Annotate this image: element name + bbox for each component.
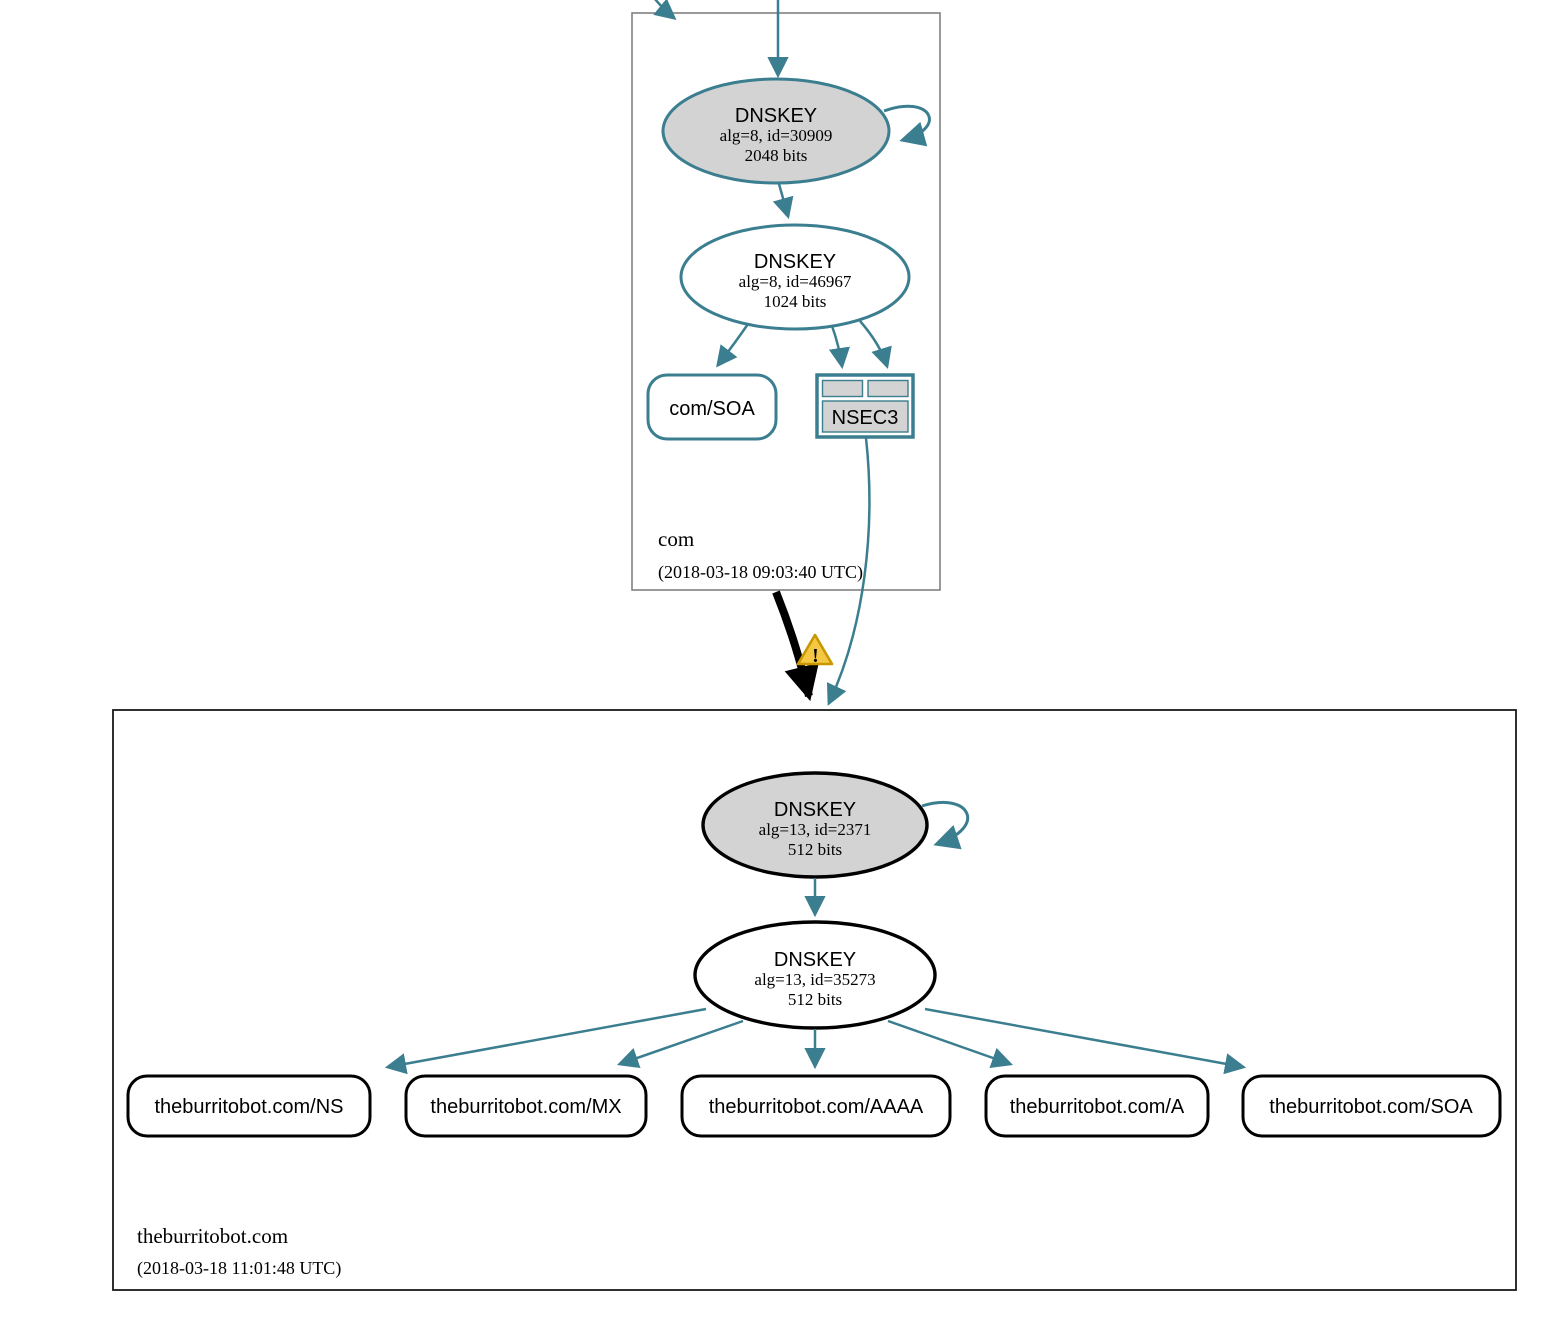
zone-label-com: com	[658, 527, 695, 551]
node-com-dnskey-30909[interactable]	[663, 79, 889, 183]
node-burrito-aaaa-label: theburritobot.com/AAAA	[708, 1096, 924, 1118]
node-burrito-soa[interactable]	[1243, 1076, 1500, 1136]
node-burrito-dnskey-35273[interactable]	[695, 922, 935, 1028]
node-burrito-dnskey-2371[interactable]	[703, 773, 927, 877]
node-burrito-a-label: theburritobot.com/A	[1009, 1096, 1185, 1118]
node-burrito-ksk-bits: 512 bits	[787, 840, 843, 859]
node-burrito-ksk-detail: alg=13, id=2371	[758, 820, 872, 839]
node-com-ksk-detail: alg=8, id=30909	[719, 126, 833, 145]
node-burrito-a[interactable]	[986, 1076, 1208, 1136]
node-burrito-mx[interactable]	[406, 1076, 646, 1136]
node-com-zsk-title: DNSKEY	[753, 251, 837, 273]
node-nsec3-label: NSEC3	[831, 407, 899, 429]
zone-timestamp-theburritobot: (2018-03-18 11:01:48 UTC)	[137, 1258, 342, 1278]
edge-com-zsk-to-soa	[718, 324, 748, 365]
node-burrito-ns-label: theburritobot.com/NS	[154, 1096, 344, 1118]
edge-com-ksk-selfsign	[884, 106, 929, 140]
node-com-soa[interactable]	[648, 375, 776, 439]
edge-burrito-zsk-to-soa	[925, 1009, 1243, 1067]
edge-parent-into-com-box	[642, 0, 674, 18]
zone-label-theburritobot: theburritobot.com	[137, 1224, 289, 1248]
node-burrito-zsk-title: DNSKEY	[773, 949, 857, 971]
edge-burrito-ksk-selfsign	[922, 802, 968, 844]
node-com-ksk-bits: 2048 bits	[744, 146, 808, 165]
node-burrito-soa-label: theburritobot.com/SOA	[1269, 1096, 1473, 1118]
node-burrito-zsk-detail: alg=13, id=35273	[754, 970, 876, 989]
edge-com-zsk-to-nsec3-a	[832, 326, 842, 366]
node-com-dnskey-46967[interactable]	[681, 225, 909, 329]
node-com-nsec3[interactable]	[817, 375, 913, 437]
nsec3-header-cell-left	[823, 381, 863, 397]
edge-burrito-zsk-to-ns	[388, 1009, 706, 1067]
node-com-zsk-detail: alg=8, id=46967	[738, 272, 852, 291]
node-burrito-mx-label: theburritobot.com/MX	[430, 1096, 622, 1118]
edge-burrito-zsk-to-a	[888, 1021, 1010, 1064]
node-burrito-zsk-bits: 512 bits	[787, 990, 843, 1009]
node-burrito-ns[interactable]	[128, 1076, 370, 1136]
edge-com-zsk-to-nsec3-b	[860, 321, 887, 366]
node-burrito-aaaa[interactable]	[682, 1076, 950, 1136]
edge-burrito-zsk-to-mx	[620, 1021, 743, 1064]
edge-delegation-com-to-theburritobot	[776, 592, 809, 696]
zone-timestamp-com: (2018-03-18 09:03:40 UTC)	[658, 562, 863, 582]
nsec3-header-cell-right	[868, 381, 908, 397]
edge-com-ksk-to-zsk	[779, 184, 788, 216]
node-com-zsk-bits: 1024 bits	[763, 292, 827, 311]
node-com-soa-label: com/SOA	[669, 398, 755, 420]
warning-glyph: !	[812, 645, 819, 667]
warning-icon[interactable]	[798, 635, 832, 667]
node-burrito-ksk-title: DNSKEY	[773, 799, 857, 821]
node-com-ksk-title: DNSKEY	[734, 105, 818, 127]
